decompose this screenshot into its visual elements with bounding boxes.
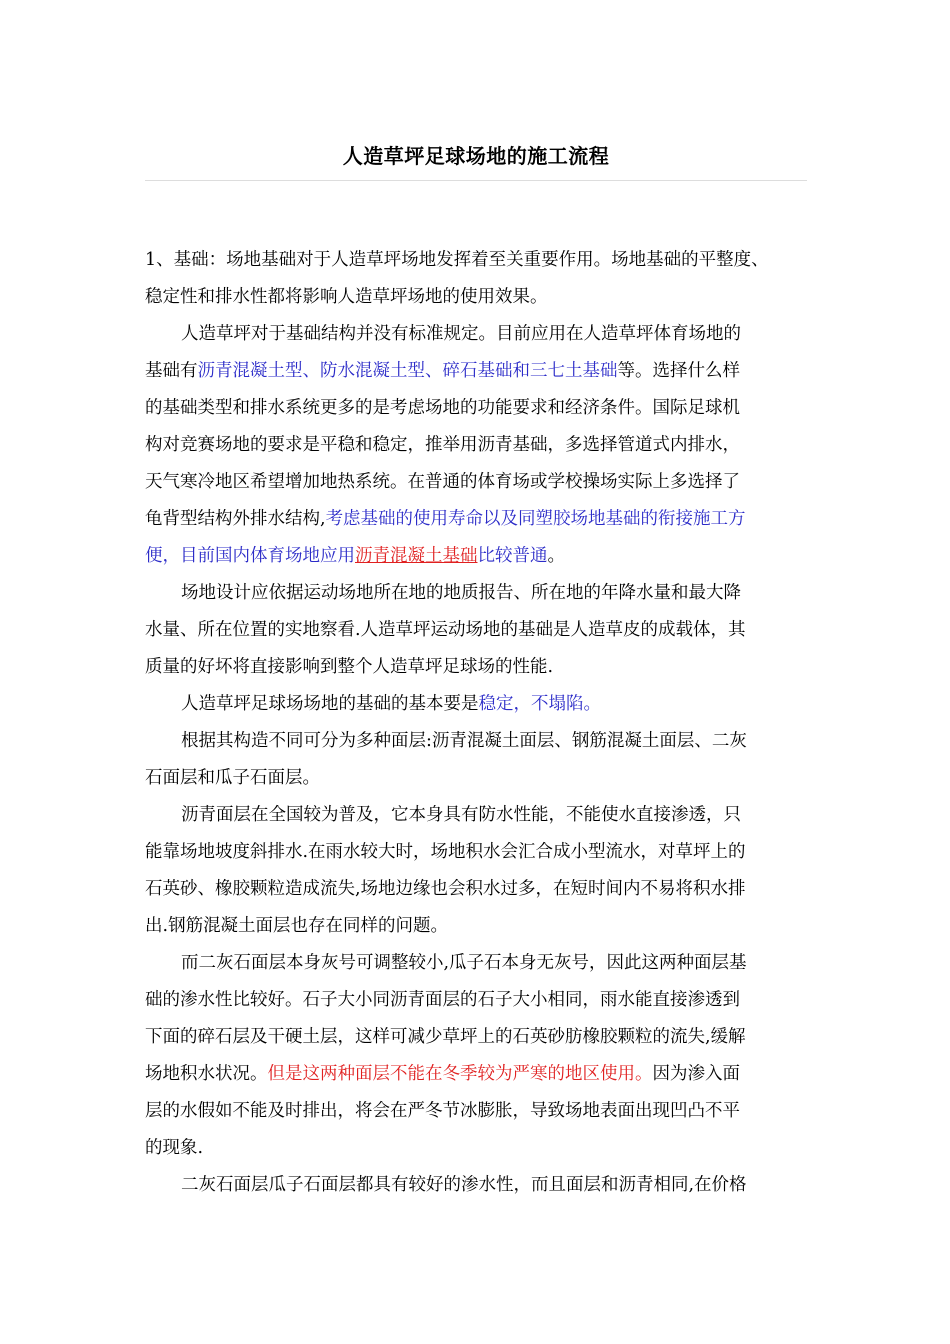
body-text: 出.钢筋混凝土面层也存在同样的问题。 xyxy=(145,916,449,936)
highlighted-text: 稳定，不塌陷。 xyxy=(478,694,601,714)
body-text: 。 xyxy=(547,546,565,566)
body-text: 场地积水状况。 xyxy=(145,1064,268,1084)
text-line xyxy=(145,686,820,723)
highlighted-text: 但是这两种面层不能在冬季较为严寒的地区使用。 xyxy=(267,1064,653,1084)
body-text: 而二灰石面层本身灰号可调整较小,瓜子石本身无灰号，因此这两种面层基 xyxy=(181,953,747,973)
body-text: 础的渗水性比较好。石子大小同沥青面层的石子大小相同，雨水能直接渗透到 xyxy=(145,990,740,1010)
body-text: 因为渗入面 xyxy=(652,1064,740,1084)
text-line xyxy=(145,538,820,575)
text-line xyxy=(145,760,820,797)
text-line xyxy=(145,279,820,316)
text-line xyxy=(145,390,820,427)
body-text: 能靠场地坡度斜排水.在雨水较大时，场地积水会汇合成小型流水，对草坪上的 xyxy=(145,842,746,862)
body-text: 1、基础：场地基础对于人造草坪场地发挥着至关重要作用。场地基础的平整度、 xyxy=(145,250,769,270)
text-line xyxy=(145,982,820,1019)
body-text: 人造草坪对于基础结构并没有标准规定。目前应用在人造草坪体育场地的 xyxy=(181,324,741,344)
text-line xyxy=(145,649,820,686)
body-text: 水量、所在位置的实地察看.人造草坪运动场地的基础是人造草皮的成载体，其 xyxy=(145,620,746,640)
text-line xyxy=(145,871,820,908)
text-line xyxy=(145,464,820,501)
body-text: 天气寒冷地区希望增加地热系统。在普通的体育场或学校操场实际上多选择了 xyxy=(145,472,740,492)
text-line xyxy=(145,1019,820,1056)
title-divider xyxy=(145,180,807,181)
page-title: 人造草坪足球场地的施工流程 xyxy=(342,144,610,168)
text-line xyxy=(145,1130,820,1167)
text-line xyxy=(145,1167,820,1204)
text-line xyxy=(145,242,820,279)
text-line xyxy=(145,797,820,834)
text-line xyxy=(145,1093,820,1130)
highlighted-text: 便，目前国内体育场地应用 xyxy=(145,546,355,566)
body-text: 场地设计应依据运动场地所在地的地质报告、所在地的年降水量和最大降 xyxy=(181,583,741,603)
text-line xyxy=(145,834,820,871)
body-text: 的现象. xyxy=(145,1138,204,1158)
text-line xyxy=(145,723,820,760)
text-line xyxy=(145,945,820,982)
body-text: 构对竞赛场地的要求是平稳和稳定，推举用沥青基础，多选择管道式内排水， xyxy=(145,435,740,455)
highlighted-text: 比较普通 xyxy=(477,546,548,566)
body-text: 的基础类型和排水系统更多的是考虑场地的功能要求和经济条件。国际足球机 xyxy=(145,398,740,418)
highlighted-text: 考虑基础的使用寿命以及同塑胶场地基础的衔接施工方 xyxy=(325,509,746,529)
body-text: 下面的碎石层及干硬土层，这样可减少草坪上的石英砂肪橡胶颗粒的流失,缓解 xyxy=(145,1027,746,1047)
highlighted-text: 沥青混凝土基础 xyxy=(355,546,478,566)
body-text: 二灰石面层瓜子石面层都具有较好的渗水性，而且面层和沥青相同,在价格 xyxy=(181,1175,747,1195)
body-text: 沥青面层在全国较为普及，它本身具有防水性能，不能使水直接渗透，只 xyxy=(181,805,741,825)
body-text: 石英砂、橡胶颗粒造成流失,场地边缘也会积水过多，在短时间内不易将积水排 xyxy=(145,879,746,899)
text-line xyxy=(145,1056,820,1093)
text-line xyxy=(145,575,820,612)
text-line xyxy=(145,316,820,353)
body-text: 等。选择什么样 xyxy=(617,361,740,381)
body-text: 基础有 xyxy=(145,361,198,381)
text-line xyxy=(145,908,820,945)
text-line xyxy=(145,612,820,649)
text-line xyxy=(145,501,820,538)
text-line xyxy=(145,353,820,390)
body-text: 龟背型结构外排水结构, xyxy=(145,509,326,529)
body-text: 层的水假如不能及时排出，将会在严冬节冰膨胀，导致场地表面出现凹凸不平 xyxy=(145,1101,740,1121)
body-text: 稳定性和排水性都将影响人造草坪场地的使用效果。 xyxy=(145,287,548,307)
body-text: 根据其构造不同可分为多种面层:沥青混凝土面层、钢筋混凝土面层、二灰 xyxy=(181,731,747,751)
highlighted-text: 沥青混凝土型、防水混凝土型、碎石基础和三七土基础 xyxy=(197,361,618,381)
body-text: 石面层和瓜子石面层。 xyxy=(145,768,320,788)
text-line xyxy=(145,427,820,464)
body-text: 人造草坪足球场场地的基础的基本要是 xyxy=(181,694,479,714)
body-text: 质量的好坏将直接影响到整个人造草坪足球场的性能. xyxy=(145,657,554,677)
document-body xyxy=(145,242,820,1204)
